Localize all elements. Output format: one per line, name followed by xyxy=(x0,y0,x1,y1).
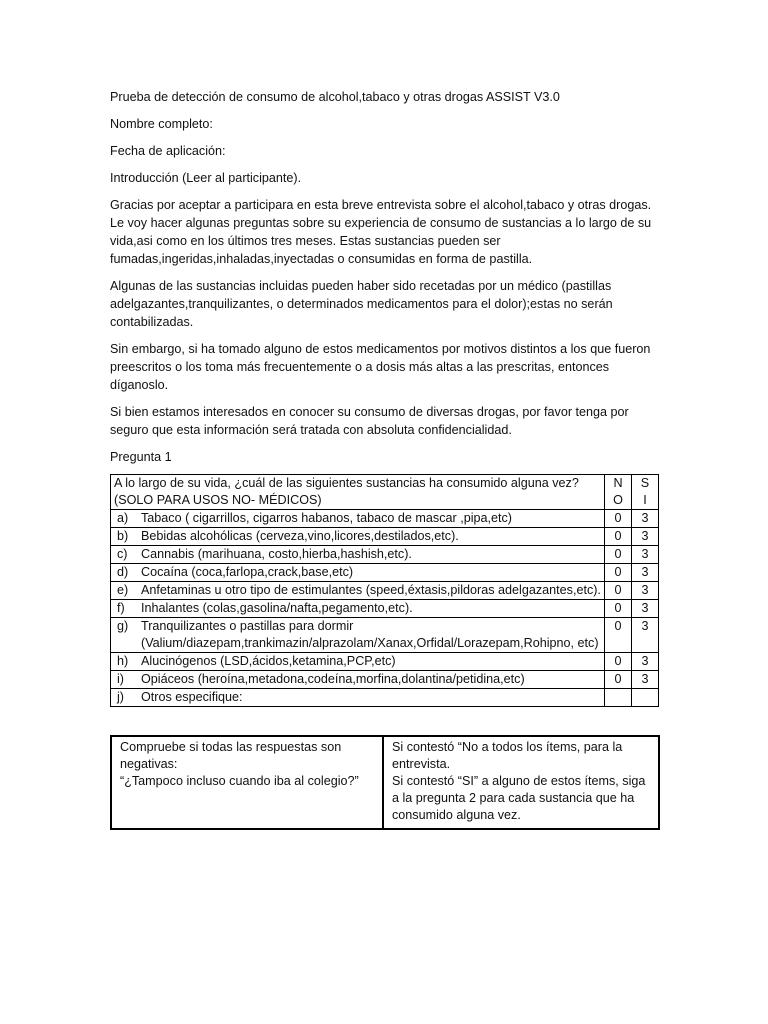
table-row xyxy=(111,528,659,546)
table-row xyxy=(111,510,659,528)
row-no-score[interactable]: 0 xyxy=(605,653,632,671)
row-si-score[interactable]: 3 xyxy=(632,671,659,689)
date-field-label: Fecha de aplicación: xyxy=(110,144,226,158)
header-si-line-2: I xyxy=(643,493,647,507)
row-si-score[interactable]: 3 xyxy=(632,582,659,600)
name-field-label: Nombre completo: xyxy=(110,117,213,131)
row-letter: d) xyxy=(117,565,129,579)
document-content xyxy=(110,88,658,830)
instructions-check-text: Compruebe si todas las respuestas son negativas: xyxy=(120,740,342,771)
table-header-si xyxy=(632,475,659,510)
intro-paragraph-3: Sin embargo, si ha tomado alguno de estos medicamentos por motivos distintos a los que fueron preescritos o los toma más frecuentemente o a dosis más altas a las prescritas, entonces díganoslo. xyxy=(110,342,651,392)
document-title: Prueba de detección de consumo de alcohol,tabaco y otras drogas ASSIST V3.0 xyxy=(110,90,560,104)
row-no-score[interactable]: 0 xyxy=(605,564,632,582)
row-substance: Tabaco ( cigarrillos, cigarros habanos, tabaco de mascar ,pipa,etc) xyxy=(141,511,512,525)
row-letter: f) xyxy=(117,601,125,615)
row-substance: Anfetaminas u otro tipo de estimulantes (speed,éxtasis,pildoras adelgazantes,etc). xyxy=(141,583,601,597)
row-si-score[interactable]: 3 xyxy=(632,600,659,618)
row-substance: Opiáceos (heroína,metadona,codeína,morfina,dolantina/petidina,etc) xyxy=(141,672,525,686)
intro-paragraph-4: Si bien estamos interesados en conocer su consumo de diversas drogas, por favor tenga por seguro que esta información será tratada con absoluta confidencialidad. xyxy=(110,405,629,437)
row-no-score[interactable]: 0 xyxy=(605,618,632,653)
instructions-school-question: “¿Tampoco incluso cuando iba al colegio?” xyxy=(120,774,359,788)
table-row xyxy=(111,689,659,707)
row-si-score[interactable]: 3 xyxy=(632,618,659,653)
instructions-table xyxy=(110,735,660,830)
table-row xyxy=(111,582,659,600)
header-question-line-2: (SOLO PARA USOS NO- MÉDICOS) xyxy=(114,493,322,507)
table-header-row xyxy=(111,475,659,510)
row-substance: Inhalantes (colas,gasolina/nafta,pegamento,etc). xyxy=(141,601,413,615)
row-letter: i) xyxy=(117,672,124,686)
row-substance: Tranquilizantes o pastillas para dormir (Valium/diazepam,trankimazin/alprazolam/Xanax,Orfidal/Lorazepam,Rohipno, etc) xyxy=(141,619,599,650)
table-row xyxy=(111,618,659,653)
header-no-line-2: O xyxy=(613,493,623,507)
row-no-score[interactable]: 0 xyxy=(605,671,632,689)
row-si-score[interactable] xyxy=(632,689,659,707)
row-letter: c) xyxy=(117,547,128,561)
table-row xyxy=(111,564,659,582)
row-no-score[interactable]: 0 xyxy=(605,600,632,618)
table-row xyxy=(111,671,659,689)
header-si-line-1: S xyxy=(640,476,650,490)
row-si-score[interactable]: 3 xyxy=(632,564,659,582)
row-letter: g) xyxy=(117,619,129,633)
row-no-score[interactable]: 0 xyxy=(605,510,632,528)
row-letter: j) xyxy=(117,690,124,704)
row-letter: e) xyxy=(117,583,129,597)
row-substance: Alucinógenos (LSD,ácidos,ketamina,PCP,etc) xyxy=(141,654,396,668)
row-si-score[interactable]: 3 xyxy=(632,653,659,671)
row-substance: Cannabis (marihuana, costo,hierba,hashish,etc). xyxy=(141,547,412,561)
header-question-line-1: A lo largo de su vida, ¿cuál de las siguientes sustancias ha consumido alguna vez? xyxy=(114,476,579,490)
row-no-score[interactable]: 0 xyxy=(605,582,632,600)
row-si-score[interactable]: 3 xyxy=(632,528,659,546)
instructions-left-cell xyxy=(111,736,383,829)
table-row xyxy=(111,600,659,618)
instructions-right-cell xyxy=(383,736,659,829)
row-si-score[interactable]: 3 xyxy=(632,546,659,564)
row-substance: Bebidas alcohólicas (cerveza,vino,licores,destilados,etc). xyxy=(141,529,459,543)
row-no-score[interactable] xyxy=(605,689,632,707)
row-letter: b) xyxy=(117,529,129,543)
table-row xyxy=(111,546,659,564)
table-header-no xyxy=(605,475,632,510)
instructions-yes-answer: Si contestó “SI” a alguno de estos ítems, siga a la pregunta 2 para cada sustancia que ha consumido alguna vez. xyxy=(392,774,646,822)
row-si-score[interactable]: 3 xyxy=(632,510,659,528)
intro-paragraph-2: Algunas de las sustancias incluidas pueden haber sido recetadas por un médico (pastillas adelgazantes,tranquilizantes, o determinados medicamentos para el dolor);estas no serán contabilizadas. xyxy=(110,279,613,329)
header-no-line-1: N xyxy=(613,476,623,490)
row-letter: h) xyxy=(117,654,129,668)
instructions-no-answer: Si contestó “No a todos los ítems, para la entrevista. xyxy=(392,740,623,771)
row-substance: Cocaína (coca,farlopa,crack,base,etc) xyxy=(141,565,354,579)
intro-heading: Introducción (Leer al participante). xyxy=(110,171,302,185)
row-letter: a) xyxy=(117,511,129,525)
question-label: Pregunta 1 xyxy=(110,450,172,464)
table-row xyxy=(111,653,659,671)
intro-paragraph-1: Gracias por aceptar a participara en esta breve entrevista sobre el alcohol,tabaco y otras drogas. Le voy hacer algunas preguntas sobre su experiencia de consumo de sustancias a lo largo de su vida,asi como en los últimos tres meses. Estas sustancias pueden ser fumadas,ingeridas,inhaladas,inyectadas o consumidas en forma de pastilla. xyxy=(110,198,652,266)
table-header-question xyxy=(111,475,605,510)
substances-table xyxy=(110,474,659,707)
row-substance: Otros especifique: xyxy=(141,690,243,704)
row-no-score[interactable]: 0 xyxy=(605,528,632,546)
instructions-row xyxy=(111,736,659,829)
row-no-score[interactable]: 0 xyxy=(605,546,632,564)
